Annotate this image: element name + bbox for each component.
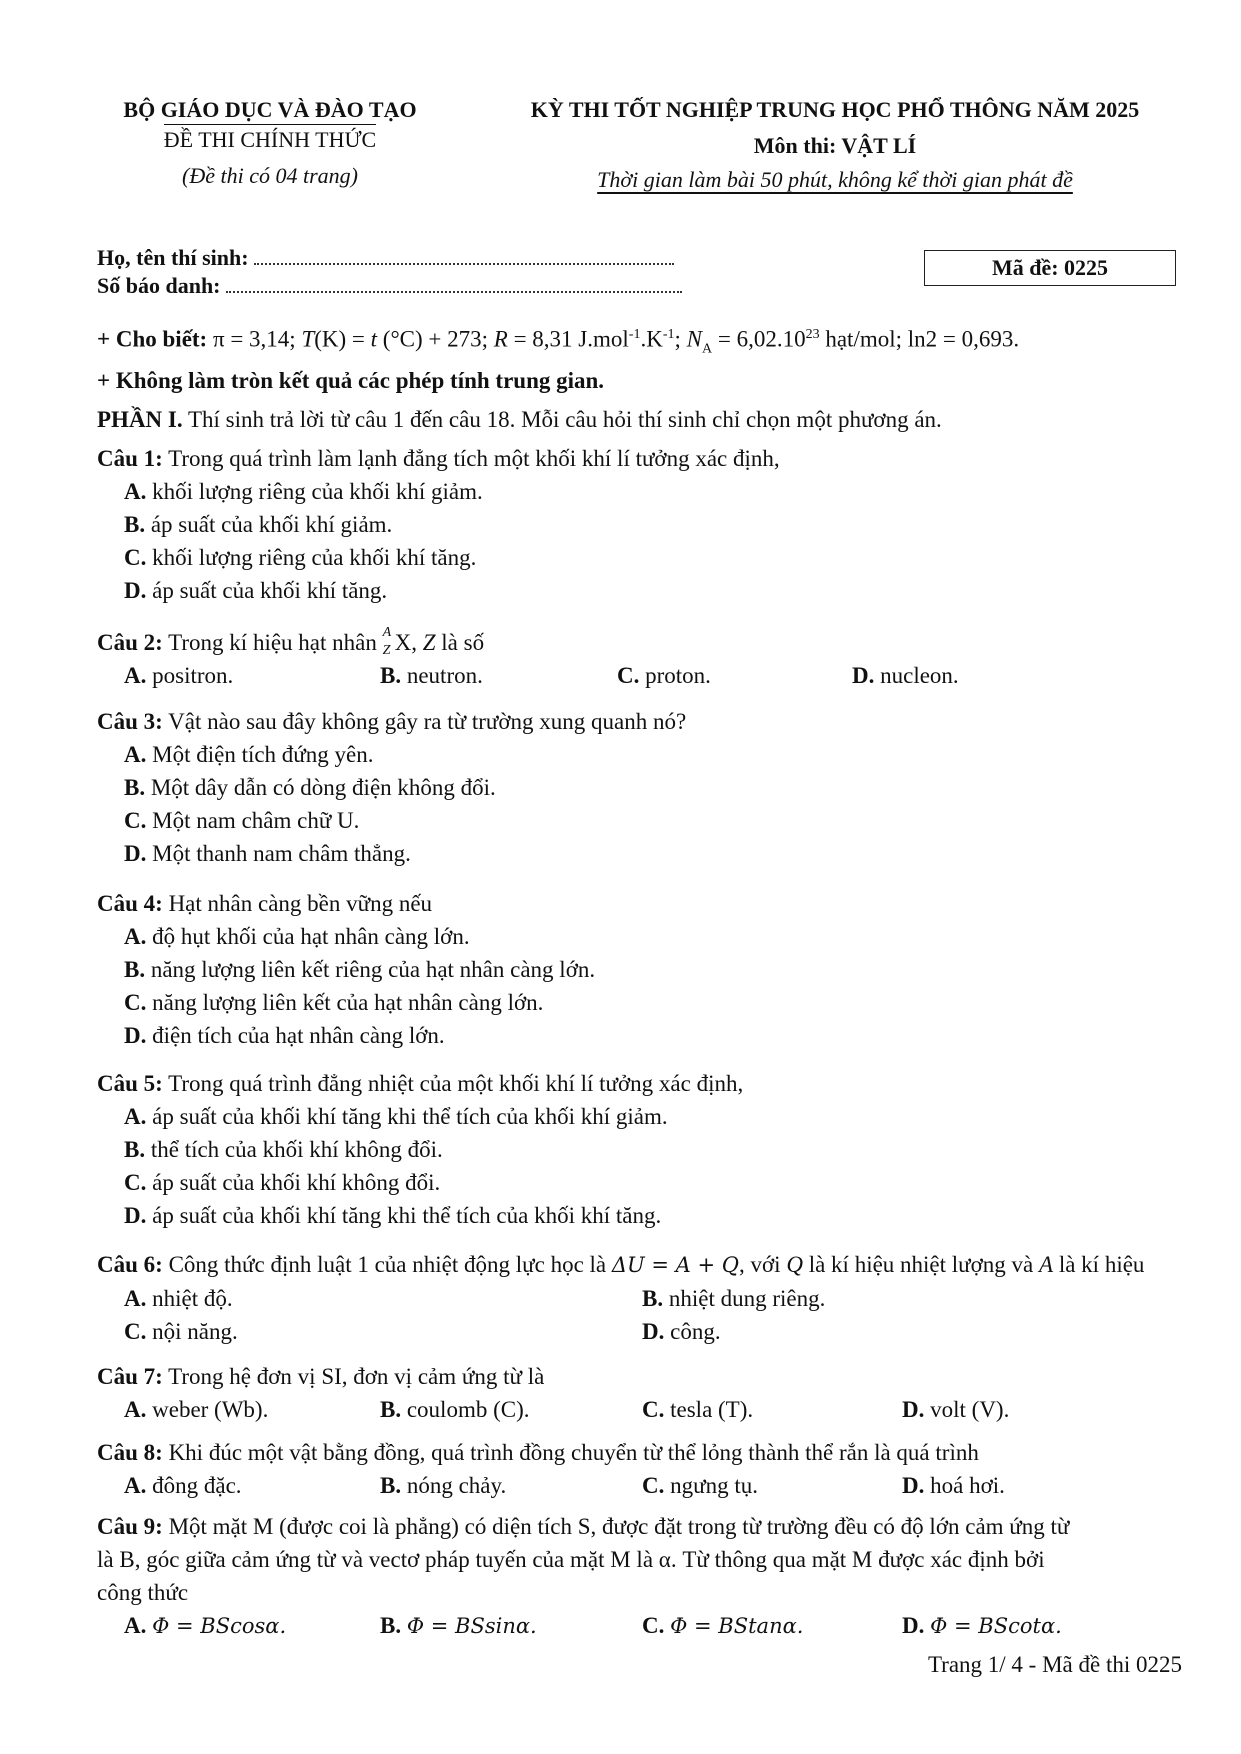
question-6: Câu 6: Công thức định luật 1 của nhiệt động lực học là ΔU = A + Q, với Q là kí hiệu nhiệt lượng và A là kí hiệu A. nhiệt độ. B. nhiệt dung riêng. C. nội năng. D. công. — [97, 1248, 1197, 1348]
option: C. proton. — [617, 663, 711, 688]
option: D. Φ = BScotα. — [902, 1613, 1062, 1638]
subject-label: Môn thi: VẬT LÍ — [753, 133, 917, 158]
page-footer: Trang 1/ 4 - Mã đề thi 0225 — [927, 1652, 1182, 1677]
option: A. độ hụt khối của hạt nhân càng lớn. — [124, 924, 470, 949]
option: C. ngưng tụ. — [642, 1473, 758, 1498]
question-2: Câu 2: Trong kí hiệu hạt nhân A Z X, Z là số A. positron. B. neutron. C. proton. D. nucleon. — [97, 626, 1157, 692]
option: D. nucleon. — [852, 663, 959, 688]
question-8: Câu 8: Khi đúc một vật bằng đồng, quá trình đồng chuyển từ thể lỏng thành thể rắn là quá trình A. đông đặc. B. nóng chảy. C. ngưng tụ. D. hoá hơi. — [97, 1436, 1157, 1502]
ministry-name: BỘ GIÁO DỤC VÀ ĐÀO TẠO — [123, 97, 417, 122]
question-4: Câu 4: Hạt nhân càng bền vững nếu A. độ hụt khối của hạt nhân càng lớn. B. năng lượng liên kết riêng của hạt nhân càng lớn. C. năng lượng liên kết của hạt nhân càng lớn. D. điện tích của hạt nhân càng lớn. — [97, 887, 595, 1052]
official-label: ĐỀ THI CHÍNH THỨC — [100, 126, 440, 154]
given-note: + Không làm tròn kết quả các phép tính trung gian. — [97, 368, 605, 394]
option: B. áp suất của khối khí giảm. — [124, 512, 393, 537]
option: D. hoá hơi. — [902, 1473, 1005, 1498]
option: C. Một nam châm chữ U. — [124, 808, 360, 833]
first-law-formula: ΔU = A + Q — [611, 1253, 740, 1277]
option: C. nội năng. — [124, 1319, 238, 1344]
option: D. áp suất của khối khí tăng khi thể tích của khối khí tăng. — [124, 1203, 662, 1228]
option: C. tesla (T). — [642, 1397, 754, 1422]
candidate-info — [97, 244, 682, 300]
option: A. Một điện tích đứng yên. — [124, 742, 374, 767]
question-3: Câu 3: Vật nào sau đây không gây ra từ trường xung quanh nó? A. Một điện tích đứng yên. B. Một dây dẫn có dòng điện không đổi. C. Một nam châm chữ U. D. Một thanh nam châm thẳng. — [97, 705, 686, 870]
option: D. volt (V). — [902, 1397, 1010, 1422]
exam-code-box: Mã đề: 0225 — [924, 250, 1176, 286]
option: B. nhiệt dung riêng. — [642, 1286, 826, 1311]
option: B. thể tích của khối khí không đổi. — [124, 1137, 443, 1162]
given-line: + Cho biết: π = 3,14; T(K) = t (°C) + 273; R = 8,31 $J.mol^{-1}.K^{-1}$; $N_A = 6,02.10^{23}$ hạt/mol; ln2 = 0,693. — [97, 326, 1020, 357]
option: A. đông đặc. — [124, 1473, 242, 1498]
option: C. khối lượng riêng của khối khí tăng. — [124, 545, 477, 570]
candidate-name-line: Họ, tên thí sinh: — [97, 244, 682, 272]
option: B. coulomb (C). — [380, 1397, 530, 1422]
option: B. năng lượng liên kết riêng của hạt nhân càng lớn. — [124, 957, 596, 982]
header-left — [100, 96, 440, 190]
exam-title: KỲ THI TỐT NGHIỆP TRUNG HỌC PHỔ THÔNG NĂM 2025 — [530, 97, 1140, 122]
nuclide-symbol: A Z — [382, 625, 392, 658]
option: D. điện tích của hạt nhân càng lớn. — [124, 1023, 445, 1048]
header-right — [495, 96, 1175, 194]
option: B. Φ = BSsinα. — [380, 1613, 537, 1638]
question-1: Câu 1: Trong quá trình làm lạnh đẳng tích một khối khí lí tưởng xác định, A. khối lượng riêng của khối khí giảm. B. áp suất của khối khí giảm. C. khối lượng riêng của khối khí tăng. D. áp suất của khối khí tăng. — [97, 442, 780, 607]
option: A. Φ = BScosα. — [124, 1613, 287, 1638]
option: D. Một thanh nam châm thẳng. — [124, 841, 411, 866]
option: A. weber (Wb). — [124, 1397, 269, 1422]
option: A. nhiệt độ. — [124, 1286, 233, 1311]
option: B. neutron. — [380, 663, 483, 688]
option: C. Φ = BStanα. — [642, 1613, 804, 1638]
option: A. khối lượng riêng của khối khí giảm. — [124, 479, 483, 504]
option: D. công. — [642, 1319, 721, 1344]
option: A. positron. — [124, 663, 234, 688]
option: B. Một dây dẫn có dòng điện không đổi. — [124, 775, 496, 800]
part1-instruction: PHẦN I. Thí sinh trả lời từ câu 1 đến câu 18. Mỗi câu hỏi thí sinh chỉ chọn một phương án. — [97, 407, 942, 432]
question-9: Câu 9: Một mặt M (được coi là phẳng) có diện tích S, được đặt trong từ trường đều có độ lớn cảm ứng từ là B, góc giữa cảm ứng từ và vectơ pháp tuyến của mặt M là α. Từ thông qua mặt M được xác định bởi công thức A. Φ = BScosα. B. Φ = BSsinα. C. Φ = BStanα. D. Φ = BScotα. — [97, 1510, 1197, 1642]
option: B. nóng chảy. — [380, 1473, 507, 1498]
pages-note: (Đề thi có 04 trang) — [182, 163, 358, 188]
option: C. năng lượng liên kết của hạt nhân càng lớn. — [124, 990, 544, 1015]
option: C. áp suất của khối khí không đổi. — [124, 1170, 441, 1195]
candidate-id-line: Số báo danh: — [97, 272, 682, 300]
time-note: Thời gian làm bài 50 phút, không kể thời gian phát đề — [597, 167, 1073, 192]
question-5: Câu 5: Trong quá trình đẳng nhiệt của một khối khí lí tưởng xác định, A. áp suất của khối khí tăng khi thể tích của khối khí giảm. B. thể tích của khối khí không đổi. C. áp suất của khối khí không đổi. D. áp suất của khối khí tăng khi thể tích của khối khí tăng. — [97, 1067, 743, 1232]
question-7: Câu 7: Trong hệ đơn vị SI, đơn vị cảm ứng từ là A. weber (Wb). B. coulomb (C). C. tesla (T). D. volt (V). — [97, 1360, 1157, 1426]
given-constants — [97, 320, 1019, 396]
option: A. áp suất của khối khí tăng khi thể tích của khối khí giảm. — [124, 1104, 668, 1129]
option: D. áp suất của khối khí tăng. — [124, 578, 388, 603]
